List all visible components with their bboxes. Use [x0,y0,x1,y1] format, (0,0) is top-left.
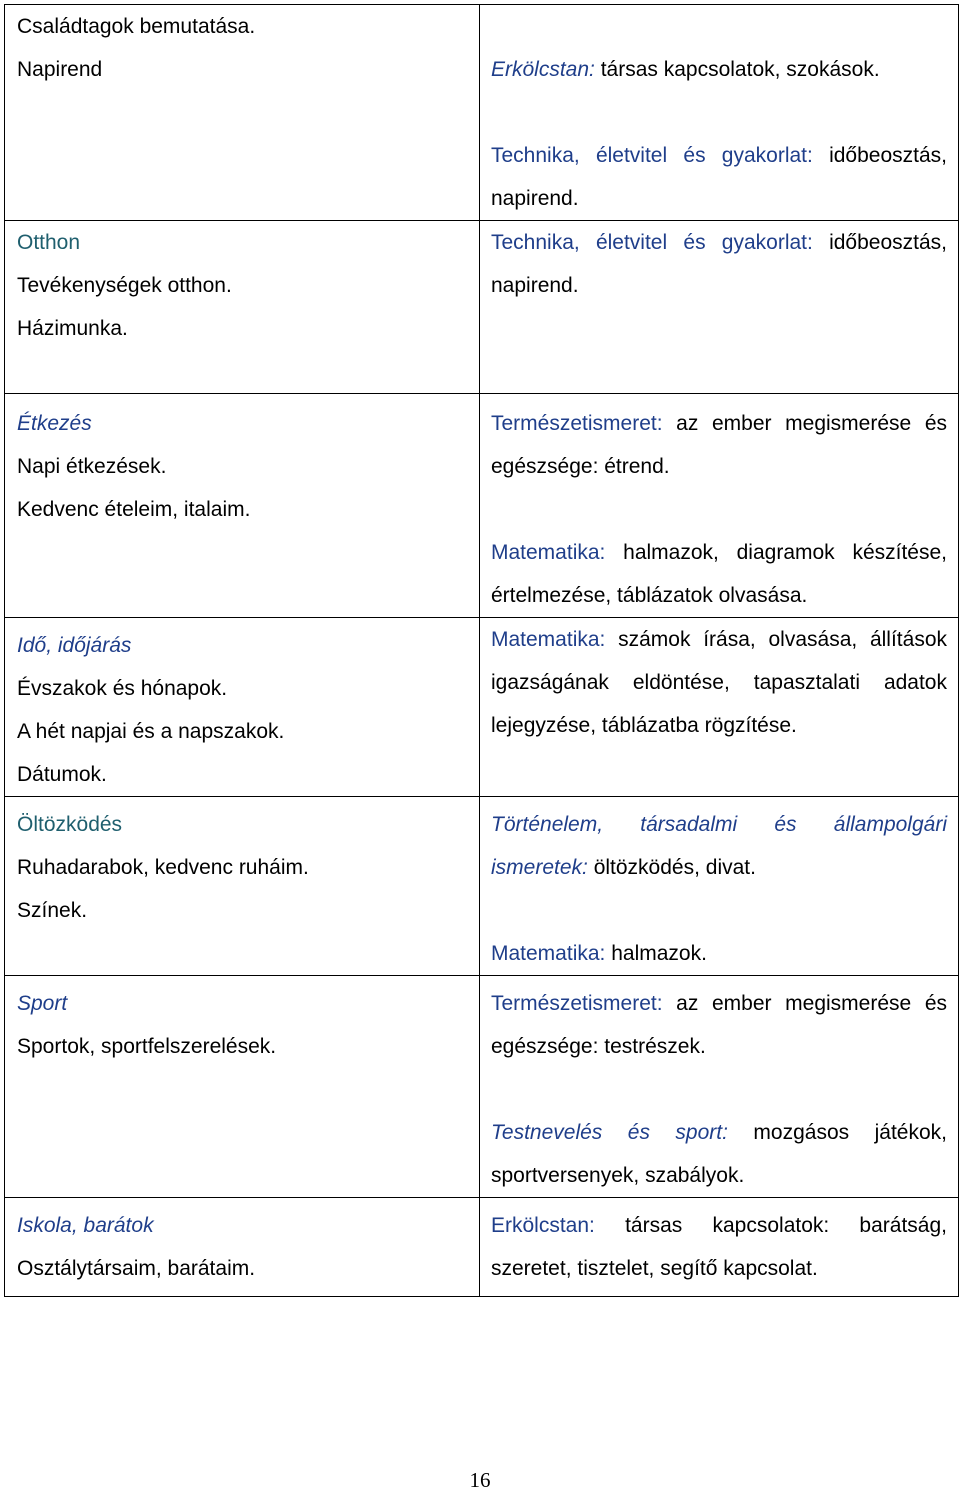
topic-title: Iskola, barátok [17,1214,154,1237]
topic-line: Napirend [17,58,103,81]
table-row [5,797,959,976]
connection-cell [480,5,959,221]
connection-cell [480,1198,959,1297]
topic-line: Sportok, sportfelszerelések. [17,1035,277,1058]
connection-cell [480,394,959,618]
connection-text: számok írása, olvasása, állítások igazságának eldöntése, tapasztalati adatok lejegyzése, táblázatba rögzítése. [491,628,947,737]
subject-label: Testnevelés és sport: [491,1121,728,1144]
topic-line: Ruhadarabok, kedvenc ruháim. [17,856,309,879]
connection-text: időbeosztás, napirend. [491,144,947,210]
connection-text: társas kapcsolatok: barátság, szeretet, tisztelet, segítő kapcsolat. [491,1214,947,1280]
topic-line: Kedvenc ételeim, italaim. [17,498,251,521]
topic-line: Évszakok és hónapok. [17,677,228,700]
topic-title: Étkezés [17,412,92,435]
connection-paragraph [491,221,947,307]
subject-label: Természetismeret: [491,992,663,1015]
topic-line: Házimunka. [17,317,128,340]
topic-line: Színek. [17,899,88,922]
connection-text: időbeosztás, napirend. [491,231,947,297]
subject-label: Matematika: [491,541,606,564]
topic-line: Családtagok bemutatása. [17,15,256,38]
topic-title: Idő, időjárás [17,634,132,657]
topic-cell [5,221,480,394]
connection-text: társas kapcsolatok, szokások. [594,58,880,81]
connection-paragraph [491,1111,947,1197]
topic-line: Osztálytársaim, barátaim. [17,1257,256,1280]
connection-paragraph [491,531,947,617]
topic-cell [5,797,480,976]
connection-text: öltözködés, divat. [587,856,756,879]
connection-text: halmazok, diagramok készítése, értelmezése, táblázatok olvasása. [491,541,947,607]
connection-text: az ember megismerése és egészsége: étrend. [491,412,947,478]
topic-cell [5,618,480,797]
topic-cell [5,5,480,221]
topic-title: Otthon [17,231,81,254]
connection-paragraph [491,932,947,975]
connection-paragraph [491,1204,947,1290]
connection-paragraph [491,803,947,889]
table-row [5,221,959,394]
topic-cell [5,976,480,1198]
topic-title: Sport [17,992,68,1015]
subject-label: Erkölcstan: [491,58,595,81]
topic-line: A hét napjai és a napszakok. [17,720,285,743]
table-row [5,5,959,221]
curriculum-table [4,4,959,1297]
connection-text: mozgásos játékok, sportversenyek, szabályok. [491,1121,947,1187]
topic-line: Napi étkezések. [17,455,167,478]
topic-line: Dátumok. [17,763,107,786]
connection-text: az ember megismerése és egészsége: testrészek. [491,992,947,1058]
subject-label: Technika, életvitel és gyakorlat: [491,231,813,254]
connection-paragraph [491,134,947,220]
subject-label: Erkölcstan: [491,1214,595,1237]
table-row [5,394,959,618]
connection-paragraph [491,402,947,488]
table-row [5,618,959,797]
table-row [5,976,959,1198]
subject-label: Matematika: [491,942,606,965]
connection-paragraph [491,982,947,1068]
subject-label: Technika, életvitel és gyakorlat: [491,144,813,167]
subject-label: Természetismeret: [491,412,663,435]
topic-cell [5,394,480,618]
connection-text: halmazok. [605,942,707,965]
connection-cell [480,976,959,1198]
topic-line: Tevékenységek otthon. [17,274,232,297]
subject-label: Matematika: [491,628,606,651]
connection-paragraph [491,618,947,747]
subject-label: Történelem, társadalmi és állampolgári ismeretek: [491,813,947,879]
table-row [5,1198,959,1297]
connection-cell [480,221,959,394]
connection-cell [480,618,959,797]
topic-title: Öltözködés [17,813,123,836]
connection-cell [480,797,959,976]
connection-paragraph [491,48,947,91]
topic-cell [5,1198,480,1297]
page-number: 16 [469,1468,491,1492]
